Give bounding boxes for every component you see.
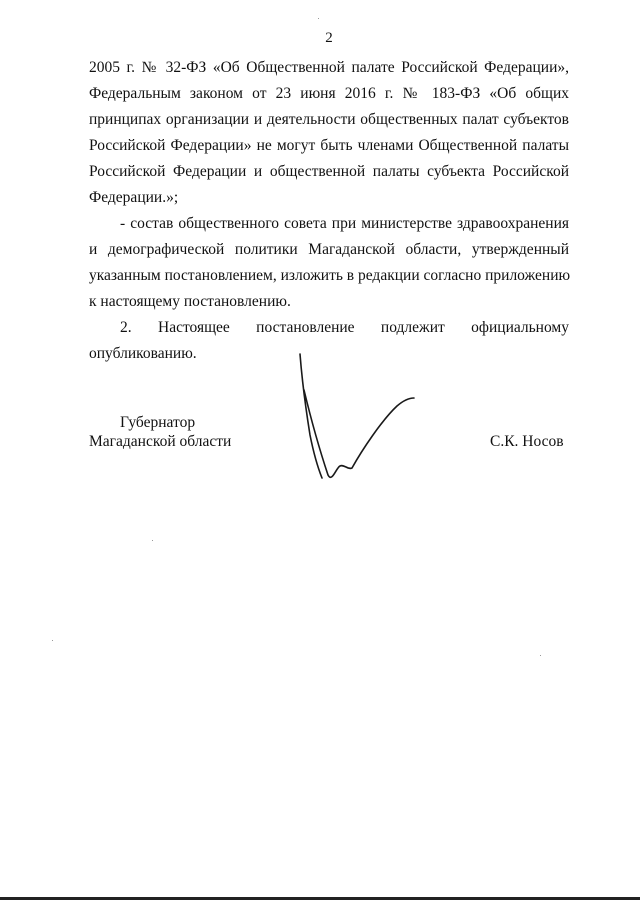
paragraph-1-line-3: принципах организации и деятельности общественных палат субъектов <box>89 111 569 128</box>
paragraph-1-line-1: 2005 г. № 32-ФЗ «Об Общественной палате Российской Федерации», <box>89 59 569 76</box>
paragraph-2-line-4: к настоящему постановлению. <box>89 293 291 310</box>
scan-speck <box>152 540 153 541</box>
paragraph-2-line-1: - состав общественного совета при министерстве здравоохранения <box>120 215 569 232</box>
signatory-title-line-1: Губернатор <box>120 414 196 431</box>
paragraph-2 <box>89 211 569 315</box>
scan-edge-line <box>0 897 640 900</box>
paragraph-1 <box>89 55 569 211</box>
paragraph-3-line-2: опубликованию. <box>89 345 197 362</box>
signatory-name: С.К. Носов <box>490 433 564 450</box>
signatory-title <box>89 413 231 451</box>
paragraph-1-line-2: Федеральным законом от 23 июня 2016 г. № 183-ФЗ «Об общих <box>89 85 569 102</box>
handwritten-signature <box>292 350 422 485</box>
paragraph-1-line-6: Федерации.»; <box>89 189 179 206</box>
document-body <box>89 55 569 367</box>
scan-speck <box>52 640 53 641</box>
paragraph-3-line-1: 2. Настоящее постановление подлежит официальному <box>120 319 569 336</box>
paragraph-2-line-3: указанным постановлением, изложить в редакции согласно приложению <box>89 267 571 284</box>
signatory-title-line-2: Магаданской области <box>89 433 232 450</box>
paragraph-2-line-2: и демографической политики Магаданской области, утвержденный <box>89 241 569 258</box>
scan-speck <box>540 655 541 656</box>
scan-speck <box>318 18 319 19</box>
paragraph-1-line-4: Российской Федерации» не могут быть членами Общественной палаты <box>89 137 569 154</box>
page-number: 2 <box>325 30 333 46</box>
paragraph-1-line-5: Российской Федерации и общественной палаты субъекта Российской <box>89 163 569 180</box>
